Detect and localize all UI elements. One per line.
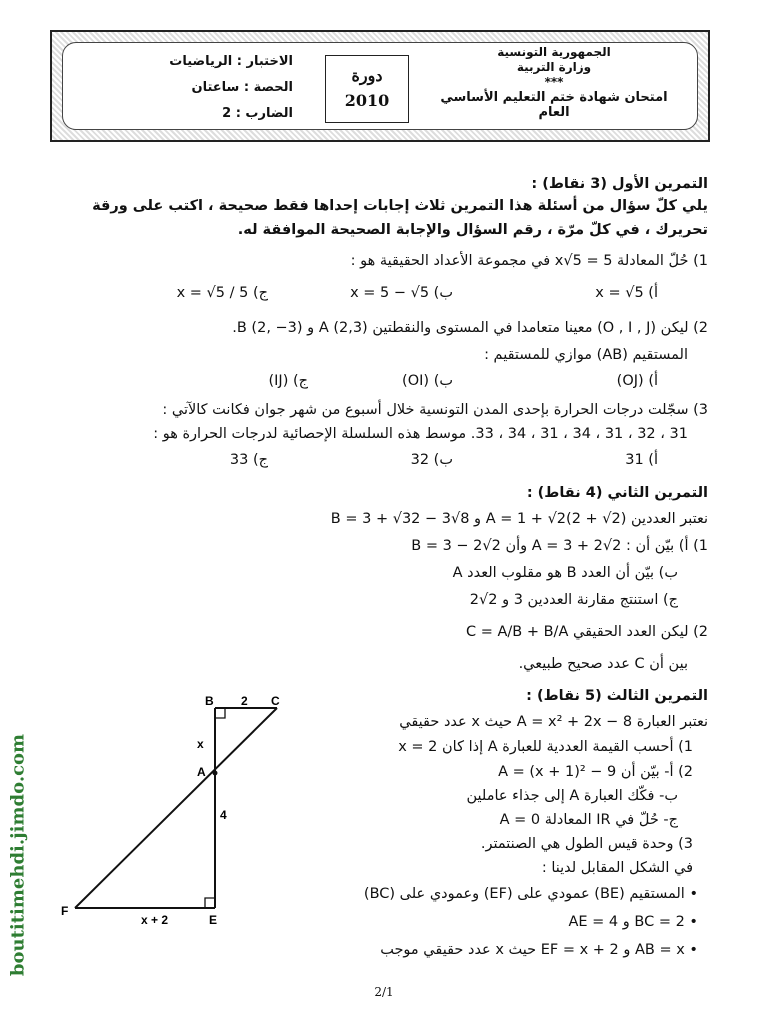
ex2-line-5: 2) ليكن العدد الحقيقي C = A/B + B/A xyxy=(466,624,708,640)
ex3-title: التمرين الثالث (5 نقاط) : xyxy=(526,688,708,704)
label-ae-length: 4 xyxy=(220,808,227,822)
ex1-q3-option-c: ج) 33 xyxy=(229,452,268,468)
ornament: *** xyxy=(544,75,564,89)
exam-type: العام xyxy=(538,105,570,120)
subject-line: الاختبار : الرياضيات xyxy=(169,54,293,69)
ex3-line-5: ج- حُلّ في IR المعادلة A = 0 xyxy=(499,812,678,828)
ex1-q2-option-b: ب) (OI) xyxy=(402,373,453,389)
ex3-line-6: 3) وحدة قيس الطول هي الصنتمتر. xyxy=(480,836,693,852)
duration-line: الحصة : ساعتان xyxy=(191,80,293,95)
label-c: C xyxy=(271,694,280,708)
ex2-line-1: نعتبر العددين A = 1 + √2(2 + √2) و B = 3 + √32 − 3√8 xyxy=(330,511,708,527)
republic-label: الجمهورية التونسية xyxy=(497,45,611,59)
label-e: E xyxy=(209,913,218,927)
ex2-line-2: 1) أ) بيّن أن : A = 3 + 2√2 وأن B = 3 − 2√2 xyxy=(411,538,708,554)
ex1-q1-option-a: أ) x = √5 xyxy=(595,285,658,301)
point-a-dot xyxy=(213,771,218,776)
coefficient-line: الضارب : 2 xyxy=(222,106,293,121)
ex1-q2-stem: المستقيم (AB) موازي للمستقيم : xyxy=(484,347,688,363)
ex3-line-2: 1) أحسب القيمة العددية للعبارة A إذا كان x = 2 xyxy=(398,739,693,755)
label-f: F xyxy=(61,904,69,918)
ex3-line-3: 2) أ- بيّن أن A = (x + 1)² − 9 xyxy=(498,764,693,780)
label-bc-length: 2 xyxy=(241,694,248,708)
ex1-q3-data: 31 ، 32 ، 31 ، 34 ، 31 ، 34 ، 33. موسط هذه السلسلة الإحصائية لدرجات الحرارة هو : xyxy=(153,426,688,442)
ex2-line-3: ب) بيّن أن العدد B هو مقلوب العدد A xyxy=(452,565,678,581)
exam-info-left xyxy=(143,49,293,127)
ex1-q3: 3) سجّلت درجات الحرارة بإحدى المدن التونسية خلال أسبوع من شهر جوان فكانت كالآتي : xyxy=(162,402,708,418)
ministry-block xyxy=(429,45,679,120)
session-label: دورة xyxy=(351,66,383,85)
ex1-title: التمرين الأول (3 نقاط) : xyxy=(531,176,708,192)
label-ab-length: x xyxy=(197,737,204,751)
watermark-text: boutitimehdi.jimdo.com xyxy=(7,733,29,977)
ex3-bullet-2: • BC = 2 و AE = 4 xyxy=(568,914,698,930)
right-angle-b xyxy=(215,708,225,718)
page-number: 2/1 xyxy=(374,985,394,999)
ex1-q2-option-c: ج) (IJ) xyxy=(268,373,308,389)
exam-header-inner xyxy=(62,42,698,130)
label-b: B xyxy=(205,694,214,708)
geometry-figure xyxy=(55,692,295,932)
right-angle-e xyxy=(205,898,215,908)
ex2-line-4: ج) استنتج مقارنة العددين 3 و 2√2 xyxy=(469,592,678,608)
ex3-line-7: في الشكل المقابل لدينا : xyxy=(541,860,693,876)
ex3-line-4: ب- فكّك العبارة A إلى جذاء عاملين xyxy=(466,788,678,804)
session-year: 2010 xyxy=(344,91,390,110)
label-a: A xyxy=(197,765,206,779)
ex1-intro-1: يلي كلّ سؤال من أسئلة هذا التمرين ثلاث إجابات إحداها فقط صحيحة ، اكتب على ورقة xyxy=(92,198,708,214)
exam-header xyxy=(50,30,710,142)
ex3-line-1: نعتبر العبارة A = x² + 2x − 8 حيث x عدد حقيقي xyxy=(399,714,708,730)
ex1-q2: 2) ليكن (O , I , J) معينا متعامدا في المستوى والنقطتين A (2,3) و B (2, −3). xyxy=(232,320,708,336)
ex1-q1-option-c: ج) x = √5 / 5 xyxy=(176,285,268,301)
label-ef-length: x + 2 xyxy=(141,913,169,927)
ex1-q1: 1) حُلّ المعادلة x√5 = 5 في مجموعة الأعداد الحقيقية هو : xyxy=(350,253,708,269)
ex1-q3-option-a: أ) 31 xyxy=(625,452,658,468)
exam-name: امتحان شهادة ختم التعليم الأساسي xyxy=(440,90,668,105)
ex3-bullet-1: • المستقيم (BE) عمودي على (EF) وعمودي على (BC) xyxy=(363,886,698,902)
ex1-intro-2: تحريرك ، في كلّ مرّة ، رقم السؤال والإجابة الصحيحة الموافقة له. xyxy=(237,222,708,238)
ministry-label: وزارة التربية xyxy=(516,60,592,74)
ex2-title: التمرين الثاني (4 نقاط) : xyxy=(526,485,708,501)
ex1-q1-option-b: ب) x = 5 − √5 xyxy=(350,285,453,301)
watermark-vertical xyxy=(6,690,30,1020)
ex1-q3-option-b: ب) 32 xyxy=(410,452,453,468)
session-box xyxy=(325,55,409,123)
ex3-bullet-3: • AB = x و EF = x + 2 حيث x عدد حقيقي موجب xyxy=(380,942,698,958)
ex2-line-6: بين أن C عدد صحيح طبيعي. xyxy=(518,656,688,672)
ex1-q2-option-a: أ) (OJ) xyxy=(616,373,658,389)
segment-fc xyxy=(75,708,277,908)
